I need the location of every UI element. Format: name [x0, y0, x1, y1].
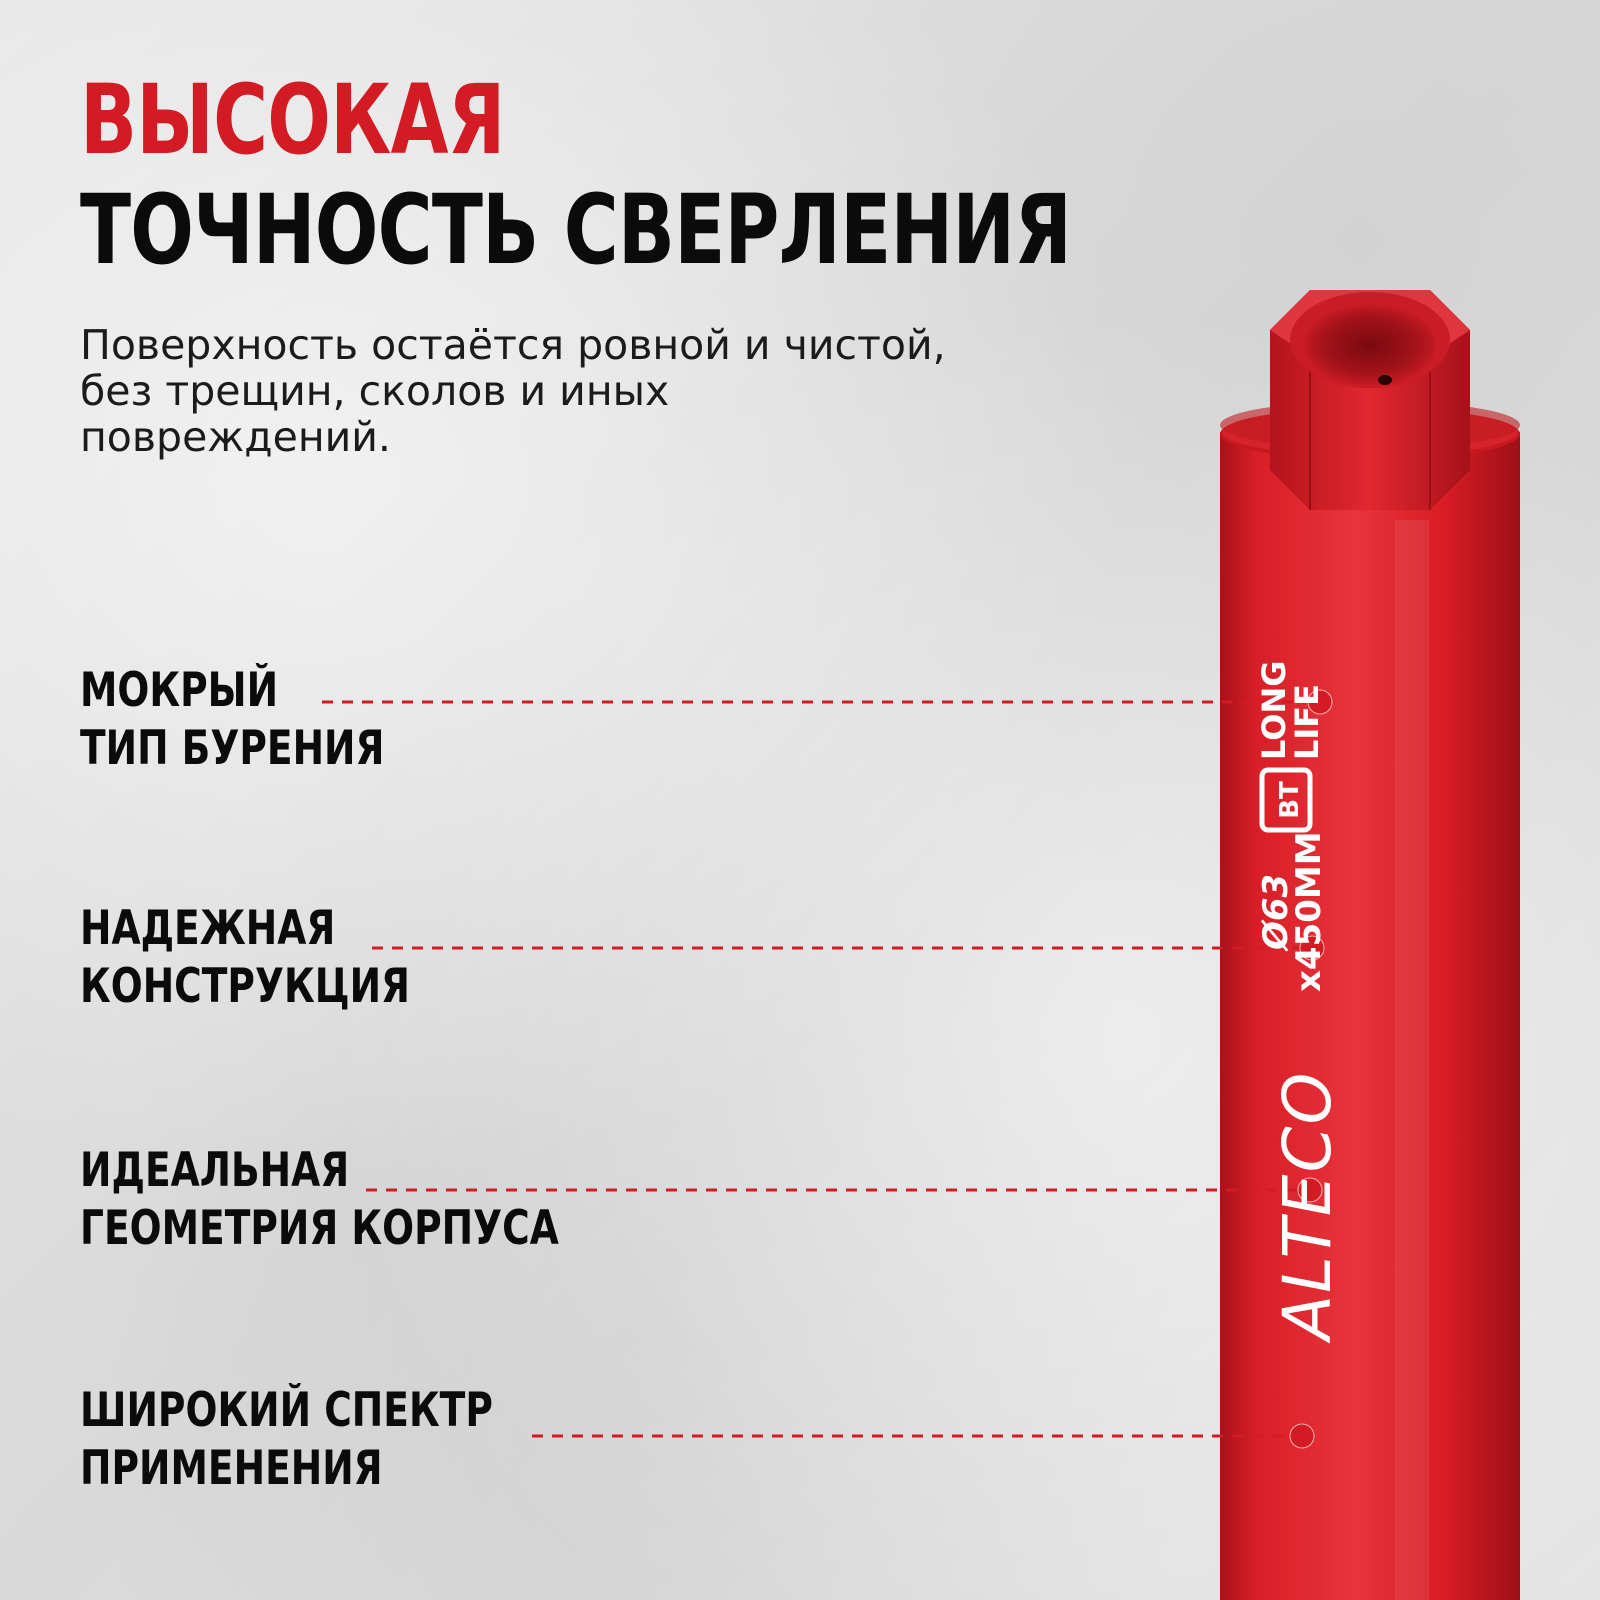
leader-lines — [322, 702, 1318, 1436]
feature-label-line1: МОКРЫЙ — [80, 663, 279, 718]
brand-logo: ALTECO — [1269, 1070, 1346, 1340]
size-length: x450MM — [1289, 831, 1329, 992]
badge-text-life: LIFE — [1288, 683, 1326, 760]
headline-main: ТОЧНОСТЬ СВЕРЛЕНИЯ — [80, 174, 1072, 286]
feature-label-line2: ТИП БУРЕНИЯ — [80, 721, 385, 776]
feature-label-line2: КОНСТРУКЦИЯ — [80, 959, 410, 1014]
tube-markings — [1269, 1071, 1346, 1345]
description-text: Поверхность остаётся ровной и чистой, без трещин, сколов и иных повреждений. — [80, 321, 946, 461]
badge-text-long: LONG — [1255, 660, 1293, 760]
headline-accent: ВЫСОКАЯ — [80, 64, 505, 176]
leader-dot-4 — [1290, 1424, 1314, 1448]
feature-label-line2: ГЕОМЕТРИЯ КОРПУСА — [80, 1201, 559, 1256]
badge-letters: BT — [1275, 781, 1305, 819]
feature-label-line1: НАДЕЖНАЯ — [80, 901, 336, 956]
size-diameter: Ø63 — [1256, 873, 1296, 950]
feature-label-line2: ПРИМЕНЕНИЯ — [80, 1441, 383, 1496]
hex-shank — [1270, 290, 1470, 510]
feature-label-line1: ШИРОКИЙ СПЕКТР — [80, 1383, 493, 1438]
feature-label-line1: ИДЕАЛЬНАЯ — [80, 1143, 350, 1198]
